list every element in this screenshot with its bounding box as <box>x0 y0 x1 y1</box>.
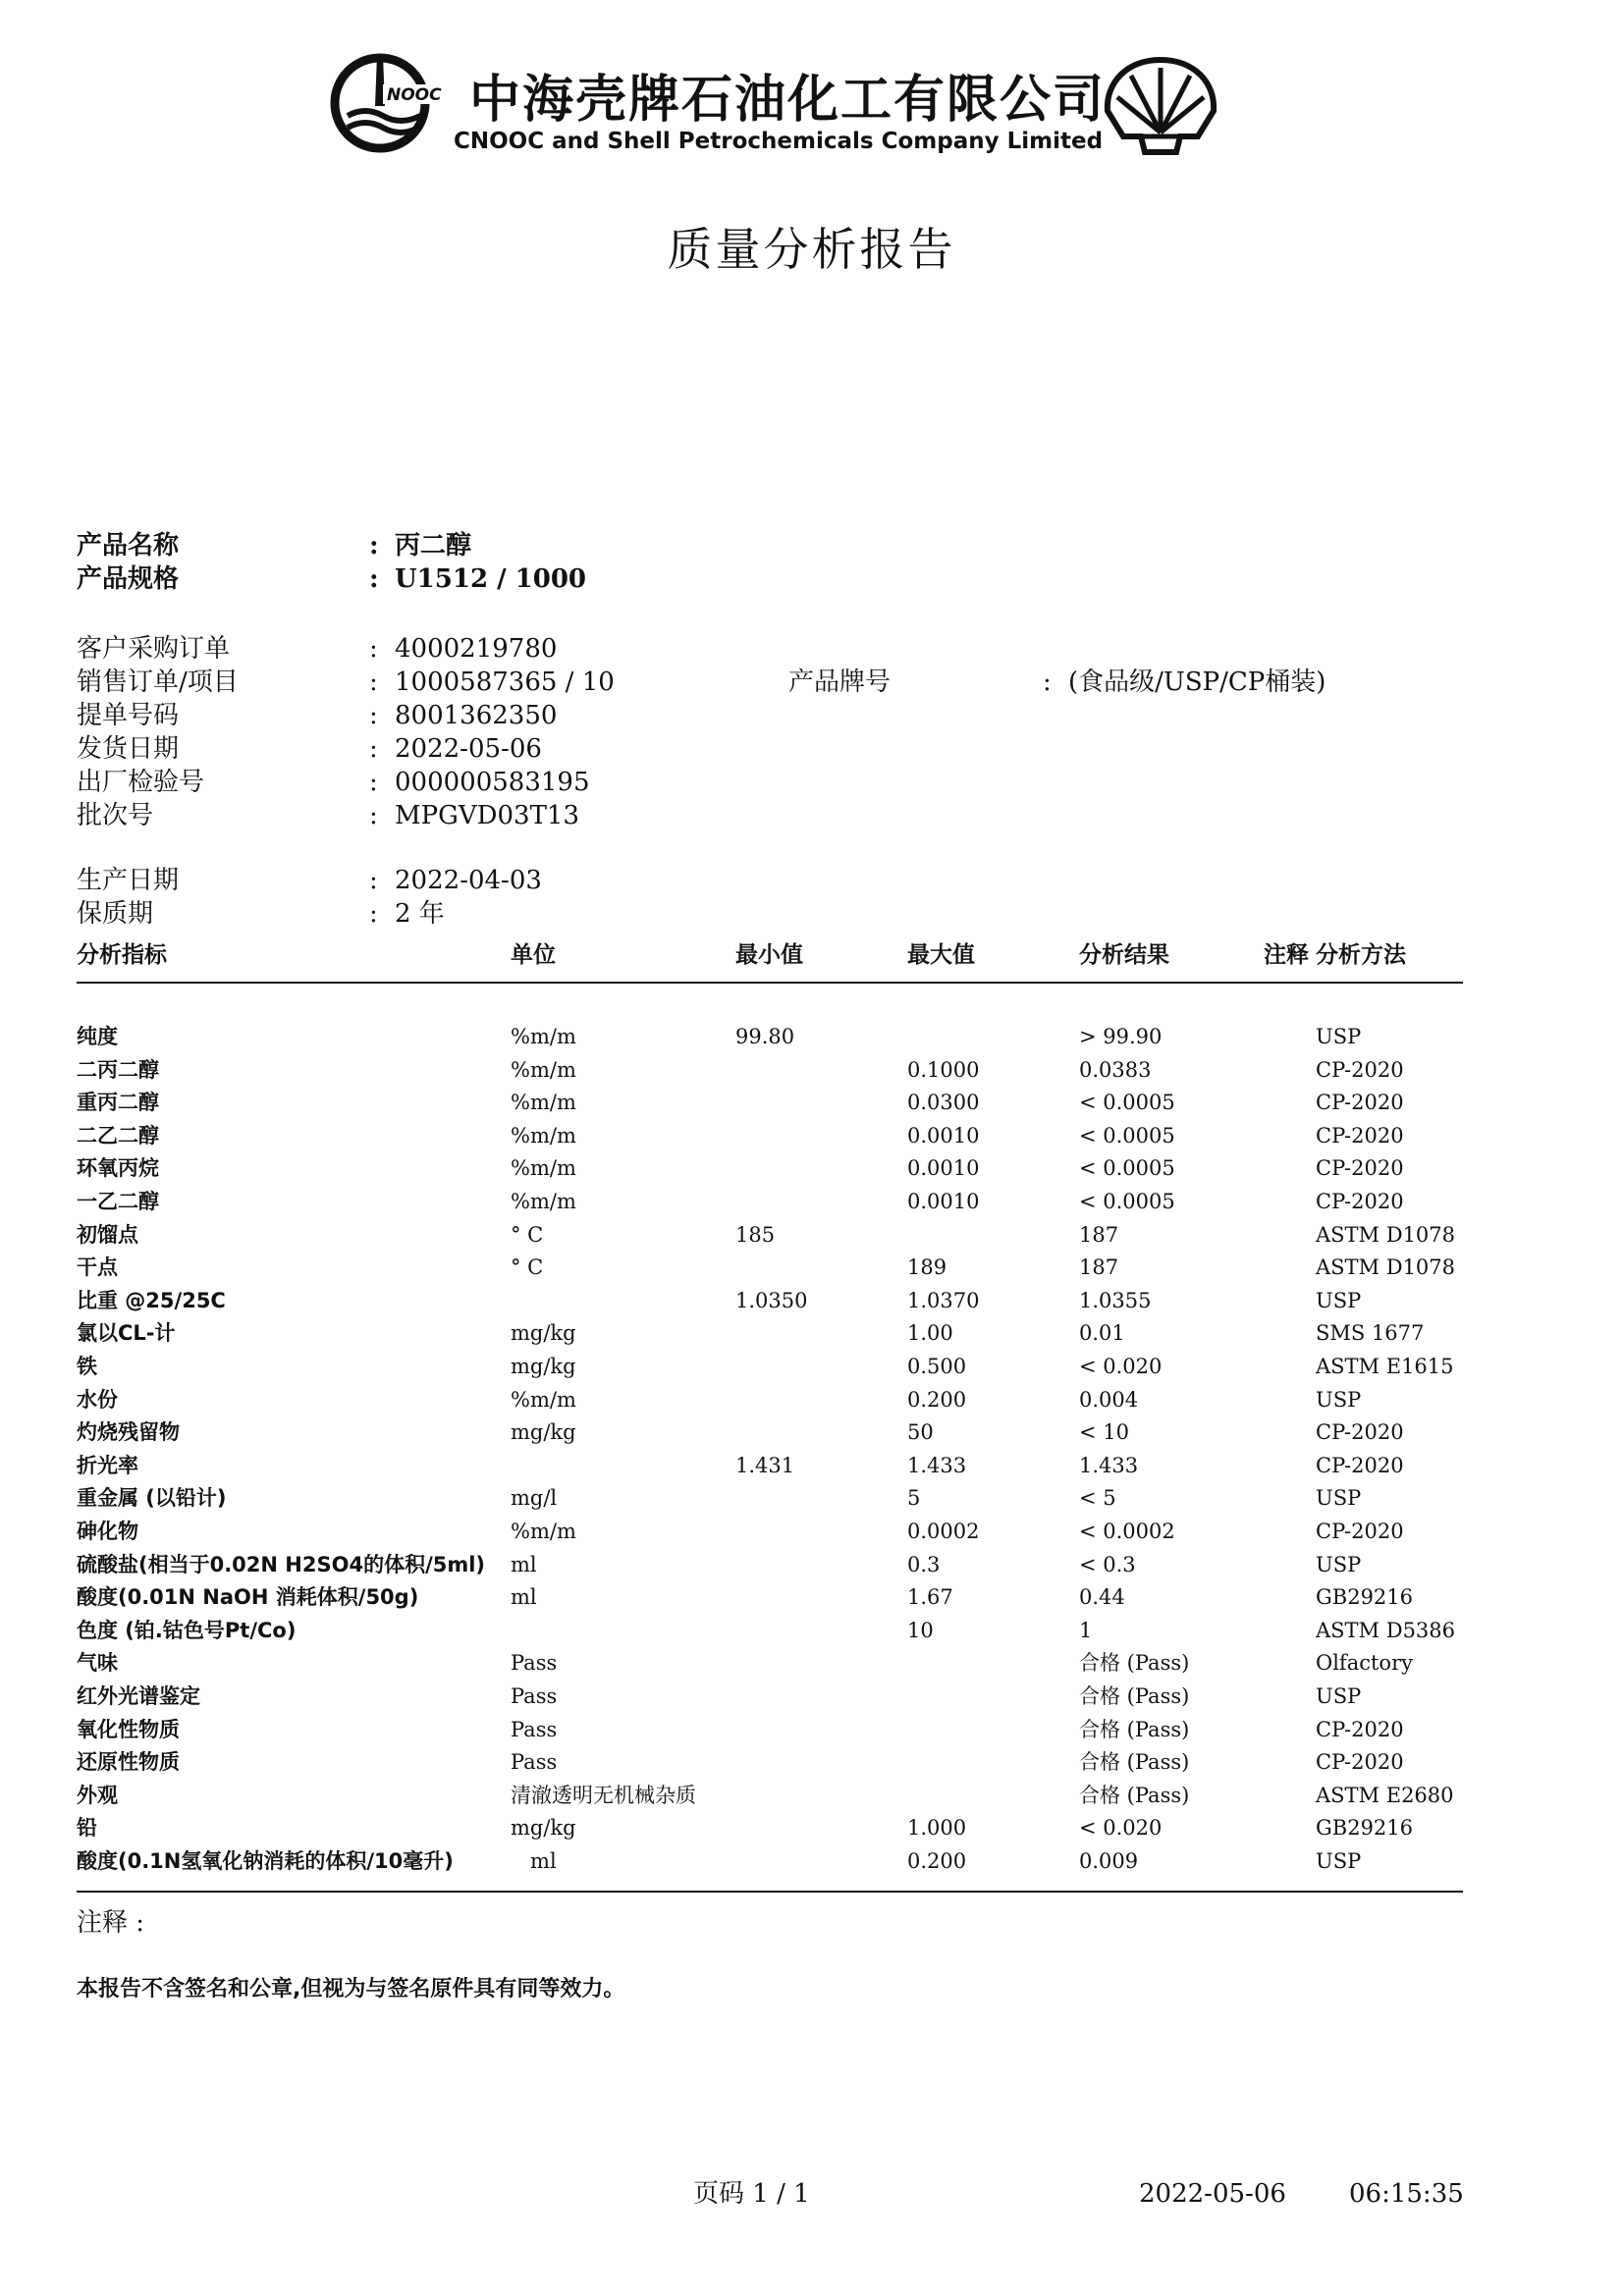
table-row <box>0 1450 1623 1481</box>
disclaimer: 本报告不含签名和公章,但视为与签名原件具有同等效力。 <box>77 1977 625 2002</box>
cell-max: 0.500 <box>907 1355 967 1378</box>
order-info-value: 1000587365 / 10 <box>395 667 615 697</box>
cell-result: < 0.0005 <box>1079 1091 1175 1115</box>
table-row <box>0 1317 1623 1349</box>
cell-result: 0.01 <box>1079 1321 1125 1346</box>
header-result: 分析结果 <box>1079 942 1169 968</box>
cell-unit: %m/m <box>511 1057 576 1082</box>
order-info-label: 提单号码 <box>77 701 180 730</box>
product-spec-row <box>0 562 1623 596</box>
cell-max: 1.00 <box>907 1321 953 1346</box>
cell-unit: mg/l <box>511 1486 558 1511</box>
cell-method: USP <box>1316 1486 1362 1511</box>
cell-method: USP <box>1316 1552 1362 1576</box>
order-info-value: 000000583195 <box>395 768 590 797</box>
colon: : <box>369 564 379 594</box>
cell-unit: %m/m <box>511 1156 576 1181</box>
cell-method: ASTM E2680 <box>1316 1783 1454 1807</box>
colon: : <box>369 734 378 764</box>
table-row <box>0 1152 1623 1184</box>
cell-max: 0.0010 <box>907 1123 980 1148</box>
cell-result: < 10 <box>1079 1420 1129 1445</box>
cell-method: CP-2020 <box>1316 1717 1404 1741</box>
cell-max: 0.0300 <box>907 1091 980 1115</box>
order-info-row <box>0 699 1623 732</box>
cell-result: < 0.0005 <box>1079 1190 1175 1213</box>
cell-name: 初馏点 <box>77 1222 138 1247</box>
order-info-row <box>0 732 1623 766</box>
cell-min: 99.80 <box>735 1025 795 1048</box>
colon: : <box>369 667 378 697</box>
header-method: 分析方法 <box>1316 942 1406 968</box>
cell-result: 0.0383 <box>1079 1057 1152 1082</box>
cell-name: 环氧丙烷 <box>77 1156 159 1181</box>
cell-method: ASTM D1078 <box>1316 1222 1456 1247</box>
order-info-value: 2022-05-06 <box>395 734 542 764</box>
order-info-row <box>0 666 1623 699</box>
table-row <box>0 1351 1623 1382</box>
production-label: 保质期 <box>77 899 154 929</box>
cell-name: 红外光谱鉴定 <box>77 1684 200 1708</box>
cell-unit: Pass <box>511 1684 558 1708</box>
cell-method: CP-2020 <box>1316 1190 1404 1213</box>
svg-text:NOOC: NOOC <box>387 85 442 105</box>
cell-result: 0.009 <box>1079 1849 1139 1873</box>
cell-method: SMS 1677 <box>1316 1321 1425 1346</box>
cell-name: 铅 <box>77 1816 97 1841</box>
cell-name: 酸度(0.01N NaOH 消耗体积/50g) <box>77 1585 419 1610</box>
cell-method: USP <box>1316 1288 1362 1312</box>
colon: : <box>369 801 378 830</box>
cell-max: 0.1000 <box>907 1057 980 1082</box>
cell-unit: mg/kg <box>511 1321 576 1346</box>
product-spec-label: 产品规格 <box>77 564 180 594</box>
cell-name: 一乙二醇 <box>77 1190 159 1213</box>
cell-unit: Pass <box>511 1750 558 1775</box>
header-min: 最小值 <box>735 942 803 968</box>
order-info-label: 发货日期 <box>77 734 180 764</box>
colon: : <box>369 701 378 730</box>
table-row <box>0 1416 1623 1448</box>
cell-name: 酸度(0.1N氢氧化钠消耗的体积/10毫升) <box>77 1849 454 1873</box>
shelf-life-row <box>0 897 1623 931</box>
cell-unit: mg/kg <box>511 1816 576 1841</box>
table-row <box>0 1812 1623 1843</box>
cell-name: 水份 <box>77 1387 118 1412</box>
cell-unit: ml <box>511 1585 537 1610</box>
brand-value: (食品级/USP/CP桶装) <box>1068 667 1326 697</box>
cell-name: 灼烧残留物 <box>77 1420 180 1445</box>
cell-min: 1.431 <box>735 1453 795 1477</box>
cell-name: 纯度 <box>77 1025 118 1048</box>
cell-method: ASTM E1615 <box>1316 1355 1454 1378</box>
cell-method: USP <box>1316 1684 1362 1708</box>
production-value: 2 年 <box>395 899 445 929</box>
cell-min: 1.0350 <box>735 1288 808 1312</box>
cell-result: > 99.90 <box>1079 1025 1163 1048</box>
cell-unit: %m/m <box>511 1387 576 1412</box>
cell-name: 色度 (铂.钴色号Pt/Co) <box>77 1618 297 1642</box>
cell-max: 50 <box>907 1420 934 1445</box>
order-info-row <box>0 799 1623 832</box>
cell-result: 187 <box>1079 1222 1119 1247</box>
cell-method: CP-2020 <box>1316 1750 1404 1775</box>
table-row <box>0 1516 1623 1547</box>
cell-max: 1.000 <box>907 1816 967 1841</box>
table-row <box>0 1219 1623 1251</box>
cell-name: 气味 <box>77 1651 118 1676</box>
cell-max: 1.433 <box>907 1453 967 1477</box>
production-label: 生产日期 <box>77 866 180 895</box>
cell-name: 重金属 (以铅计) <box>77 1486 227 1511</box>
table-row <box>0 1120 1623 1151</box>
cell-method: CP-2020 <box>1316 1453 1404 1477</box>
order-info-label: 出厂检验号 <box>77 768 205 797</box>
header-name: 分析指标 <box>77 942 167 968</box>
production-value: 2022-04-03 <box>395 866 542 895</box>
cell-name: 氧化性物质 <box>77 1717 180 1741</box>
cell-unit: %m/m <box>511 1025 576 1048</box>
cnooc-logo <box>326 47 442 155</box>
cell-unit: ° C <box>511 1255 544 1280</box>
cell-method: GB29216 <box>1316 1816 1414 1841</box>
company-name-en: CNOOC and Shell Petrochemicals Company Limited <box>454 129 1104 154</box>
report-title: 质量分析报告 <box>667 223 956 276</box>
brand-label: 产品牌号 <box>788 667 892 697</box>
cell-method: CP-2020 <box>1316 1057 1404 1082</box>
cell-name: 还原性物质 <box>77 1750 180 1775</box>
production-date-row <box>0 864 1623 897</box>
product-spec-value: U1512 / 1000 <box>395 564 586 594</box>
cell-unit: Pass <box>511 1651 558 1676</box>
table-row <box>0 1054 1623 1086</box>
cell-max: 0.200 <box>907 1849 967 1873</box>
table-row <box>0 1186 1623 1217</box>
table-row <box>0 1581 1623 1613</box>
table-row <box>0 1647 1623 1679</box>
cell-unit: mg/kg <box>511 1355 576 1378</box>
cell-unit: ° C <box>511 1222 544 1247</box>
order-info-value: MPGVD03T13 <box>395 801 580 830</box>
print-time: 06:15:35 <box>1349 2179 1464 2209</box>
cell-name: 二乙二醇 <box>77 1123 159 1148</box>
cell-name: 硫酸盐(相当于0.02N H2SO4的体积/5ml) <box>77 1552 486 1576</box>
cell-method: USP <box>1316 1387 1362 1412</box>
company-name-cn: 中海壳牌石油化工有限公司 <box>469 71 1107 130</box>
header-max: 最大值 <box>907 942 975 968</box>
table-header <box>0 938 1623 972</box>
cell-result: 合格 (Pass) <box>1079 1750 1190 1775</box>
table-row <box>0 1285 1623 1316</box>
cell-result: < 5 <box>1079 1486 1116 1511</box>
cell-max: 10 <box>907 1618 934 1642</box>
cell-result: 合格 (Pass) <box>1079 1717 1190 1741</box>
cell-max: 0.0010 <box>907 1190 980 1213</box>
order-info-row <box>0 632 1623 666</box>
colon: : <box>369 899 378 929</box>
cell-result: < 0.3 <box>1079 1552 1136 1576</box>
order-info-row <box>0 766 1623 799</box>
product-name-label: 产品名称 <box>77 531 180 561</box>
table-top-rule <box>77 982 1463 984</box>
order-info-label: 销售订单/项目 <box>77 667 239 697</box>
table-row <box>0 1746 1623 1778</box>
cell-name: 砷化物 <box>77 1520 138 1543</box>
cell-result: 合格 (Pass) <box>1079 1783 1190 1807</box>
colon: : <box>369 634 378 664</box>
cell-result: 1.433 <box>1079 1453 1139 1477</box>
cell-method: CP-2020 <box>1316 1520 1404 1543</box>
colon: : <box>369 768 378 797</box>
cell-name: 折光率 <box>77 1453 138 1477</box>
cell-unit: %m/m <box>511 1190 576 1213</box>
cell-name: 比重 @25/25C <box>77 1288 226 1312</box>
cell-result: 187 <box>1079 1255 1119 1280</box>
cell-name: 干点 <box>77 1255 118 1280</box>
cell-max: 1.0370 <box>907 1288 980 1312</box>
table-row <box>0 1681 1623 1712</box>
table-row <box>0 1615 1623 1646</box>
cell-method: CP-2020 <box>1316 1420 1404 1445</box>
cell-method: CP-2020 <box>1316 1123 1404 1148</box>
cell-result: < 0.020 <box>1079 1816 1163 1841</box>
cell-unit: ml <box>511 1552 537 1576</box>
cell-max: 0.0002 <box>907 1520 980 1543</box>
cell-result: 合格 (Pass) <box>1079 1651 1190 1676</box>
cell-method: ASTM D5386 <box>1316 1618 1456 1642</box>
cell-unit: %m/m <box>511 1520 576 1543</box>
cell-min: 185 <box>735 1222 776 1247</box>
table-row <box>0 1714 1623 1745</box>
cell-max: 0.200 <box>907 1387 967 1412</box>
table-bottom-rule <box>77 1891 1463 1893</box>
cell-name: 铁 <box>77 1355 97 1378</box>
table-row <box>0 1780 1623 1811</box>
product-name-row <box>0 529 1623 562</box>
order-info-value: 8001362350 <box>395 701 558 730</box>
table-row <box>0 1252 1623 1283</box>
cell-method: USP <box>1316 1849 1362 1873</box>
header-note: 注释 <box>1264 942 1309 968</box>
cell-unit: mg/kg <box>511 1420 576 1445</box>
cell-result: 0.44 <box>1079 1585 1125 1610</box>
footnote-label: 注释 : <box>77 1908 145 1938</box>
table-row <box>0 1021 1623 1052</box>
colon: : <box>369 531 379 561</box>
cell-unit: %m/m <box>511 1091 576 1115</box>
cell-max: 0.3 <box>907 1552 941 1576</box>
cell-result: 合格 (Pass) <box>1079 1684 1190 1708</box>
cell-max: 189 <box>907 1255 947 1280</box>
cell-result: < 0.0005 <box>1079 1156 1175 1181</box>
print-date: 2022-05-06 <box>1139 2179 1286 2209</box>
table-row <box>0 1482 1623 1514</box>
cell-result: < 0.020 <box>1079 1355 1163 1378</box>
cell-unit: ml <box>511 1849 557 1873</box>
cell-result: 1.0355 <box>1079 1288 1152 1312</box>
cell-method: GB29216 <box>1316 1585 1414 1610</box>
cell-method: ASTM D1078 <box>1316 1255 1456 1280</box>
cell-method: CP-2020 <box>1316 1156 1404 1181</box>
table-row <box>0 1384 1623 1415</box>
page-number: 页码 1 / 1 <box>693 2179 810 2209</box>
table-row <box>0 1087 1623 1118</box>
cell-method: USP <box>1316 1025 1362 1048</box>
cell-method: Olfactory <box>1316 1651 1413 1676</box>
cell-result: 0.004 <box>1079 1387 1139 1412</box>
cell-unit: Pass <box>511 1717 558 1741</box>
cell-unit: %m/m <box>511 1123 576 1148</box>
order-info-value: 4000219780 <box>395 634 558 664</box>
cell-result: 1 <box>1079 1618 1093 1642</box>
table-row <box>0 1845 1623 1877</box>
header-unit: 单位 <box>511 942 556 968</box>
cell-result: < 0.0002 <box>1079 1520 1175 1543</box>
cell-name: 氯以CL-计 <box>77 1321 176 1346</box>
colon: : <box>369 866 378 895</box>
table-row <box>0 1549 1623 1580</box>
cell-name: 重丙二醇 <box>77 1091 159 1115</box>
order-info-label: 客户采购订单 <box>77 634 231 664</box>
colon: : <box>1043 667 1052 697</box>
order-info-label: 批次号 <box>77 801 154 830</box>
cell-name: 外观 <box>77 1783 118 1807</box>
cell-method: CP-2020 <box>1316 1091 1404 1115</box>
cell-unit: 清澈透明无机械杂质 <box>511 1783 696 1807</box>
cell-max: 5 <box>907 1486 921 1511</box>
cell-result: < 0.0005 <box>1079 1123 1175 1148</box>
cell-name: 二丙二醇 <box>77 1057 159 1082</box>
product-name-value: 丙二醇 <box>395 531 472 561</box>
shell-logo <box>1102 54 1219 158</box>
cell-max: 0.0010 <box>907 1156 980 1181</box>
cell-max: 1.67 <box>907 1585 953 1610</box>
